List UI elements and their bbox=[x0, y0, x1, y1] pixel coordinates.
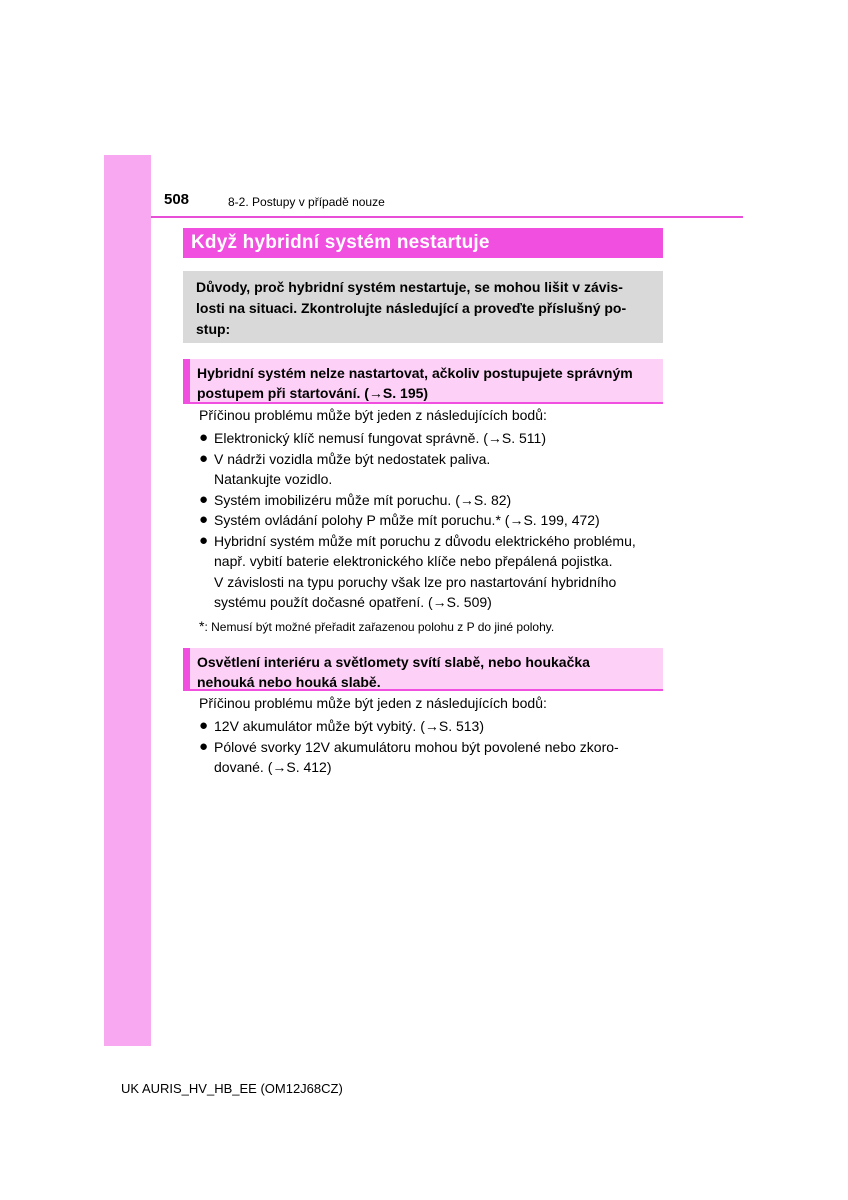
list-item-text bbox=[214, 716, 659, 737]
footnote-mark: * bbox=[199, 618, 205, 634]
bullet-icon: ● bbox=[199, 449, 209, 467]
list-item-line: dované. (→S. 412) bbox=[214, 759, 332, 775]
header-divider bbox=[151, 216, 743, 218]
section1-lead: Příčinou problému může být jeden z následujících bodů: bbox=[199, 407, 547, 423]
page-number: 508 bbox=[164, 191, 190, 208]
intro-line: stup: bbox=[196, 321, 231, 337]
list-item bbox=[199, 531, 659, 613]
document-code-footer: UK AURIS_HV_HB_EE (OM12J68CZ) bbox=[121, 1081, 343, 1096]
list-item-text bbox=[214, 737, 659, 778]
list-item-line: V nádrži vozidla může být nedostatek paliva. bbox=[214, 450, 491, 467]
list-item-text bbox=[214, 510, 659, 531]
list-item-text bbox=[214, 531, 659, 613]
page-title: Když hybridní systém nestartuje bbox=[183, 228, 663, 258]
bullet-icon: ● bbox=[199, 490, 209, 508]
bullet-icon: ● bbox=[199, 511, 209, 528]
list-item-text bbox=[214, 449, 659, 490]
bullet-icon: ● bbox=[199, 717, 209, 734]
footnote-text: : Nemusí být možné přeřadit zařazenou polohu z P do jiné polohy. bbox=[204, 620, 555, 634]
footnote bbox=[199, 618, 554, 634]
list-item-line: Natankujte vozidlo. bbox=[214, 471, 333, 487]
list-item bbox=[199, 428, 659, 449]
list-item-line: např. vybití baterie elektronického klíče nebo přepálená pojistka. bbox=[214, 553, 613, 569]
section-reference: 8-2. Postupy v případě nouze bbox=[228, 195, 385, 209]
section2-lead: Příčinou problému může být jeden z následujících bodů: bbox=[199, 695, 547, 711]
intro-box bbox=[183, 271, 663, 343]
bullet-icon: ● bbox=[199, 737, 209, 755]
list-item-text bbox=[214, 428, 659, 449]
section2-bullet-list bbox=[199, 716, 659, 778]
section2-heading bbox=[183, 648, 663, 691]
section2-heading-line: Osvětlení interiéru a světlomety svítí slabě, nebo houkačka bbox=[197, 654, 590, 670]
intro-line: Důvody, proč hybridní systém nestartuje, se mohou lišit v závis- bbox=[196, 279, 623, 295]
list-item bbox=[199, 449, 659, 490]
bullet-icon: ● bbox=[199, 531, 209, 549]
list-item bbox=[199, 510, 659, 531]
list-item bbox=[199, 716, 659, 737]
section1-bullet-list bbox=[199, 428, 659, 613]
list-item-line: V závislosti na typu poruchy však lze pro nastartování hybridního bbox=[214, 573, 617, 590]
list-item-line: 12V akumulátor může být vybitý. (→S. 513) bbox=[214, 718, 484, 734]
list-item bbox=[199, 490, 659, 511]
section1-heading-line: Hybridní systém nelze nastartovat, ačkoliv postupujete správným bbox=[197, 365, 633, 381]
list-item-line: Hybridní systém může mít poruchu z důvodu elektrického problému, bbox=[214, 532, 636, 549]
list-item-line: systému použít dočasné opatření. (→S. 509) bbox=[214, 594, 492, 610]
list-item-line: Pólové svorky 12V akumulátoru mohou být povolené nebo zkoro- bbox=[214, 738, 619, 755]
chapter-side-tab bbox=[104, 155, 151, 1046]
section1-heading bbox=[183, 359, 663, 404]
bullet-icon: ● bbox=[199, 429, 209, 446]
list-item-line: Elektronický klíč nemusí fungovat správně. (→S. 511) bbox=[214, 430, 546, 446]
list-item-line: Systém ovládání polohy P může mít poruchu.* (→S. 199, 472) bbox=[214, 512, 600, 528]
intro-line: losti na situaci. Zkontrolujte následující a proveďte příslušný po- bbox=[196, 300, 627, 316]
list-item-line: Systém imobilizéru může mít poruchu. (→S. 82) bbox=[214, 491, 512, 508]
list-item bbox=[199, 737, 659, 778]
section2-heading-line: nehouká nebo houká slabě. bbox=[197, 674, 381, 690]
section1-heading-line: postupem při startování. (→S. 195) bbox=[197, 385, 429, 401]
list-item-text bbox=[214, 490, 659, 511]
